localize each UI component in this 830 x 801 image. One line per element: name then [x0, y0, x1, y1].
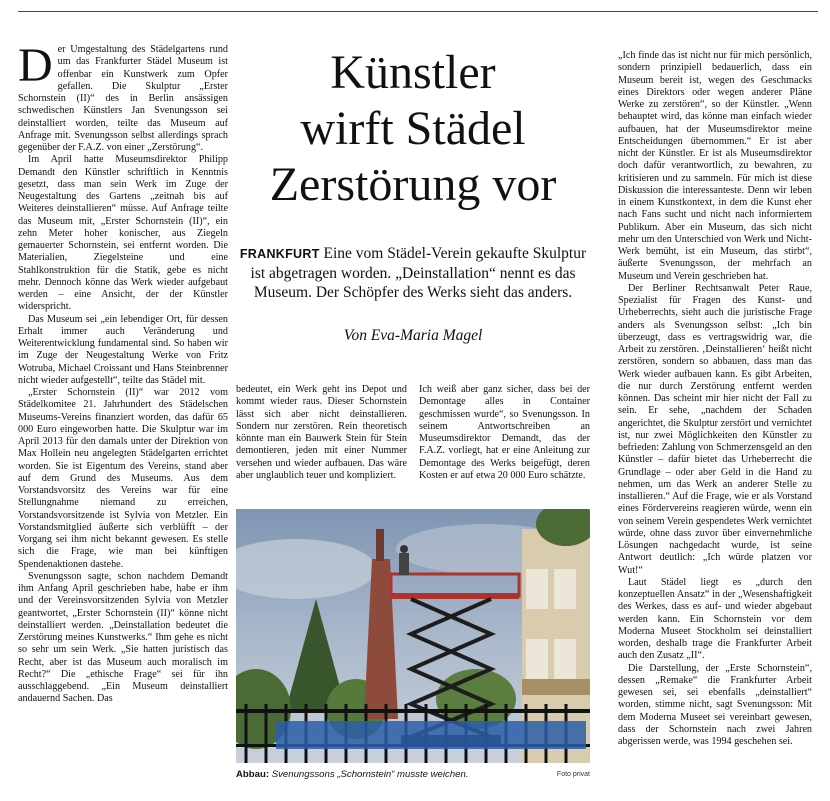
- paragraph: Der Berliner Rechtsanwalt Peter Raue, Spezialist für Fragen des Kunst- und Urheberrechts, sieht auch die juristische Frage anders als Svenungsson selbst: „Ich bin überzeugt, dass es vertragswidrig war, die Arbeit zu zerstören. ‚Deinstallieren‘ heißt nicht zerstören, sondern so abbauen, dass man das Werk wieder aufbauen kann. Es gibt Arbeiten, die nur durch Zerstörung entfernt werden können. Das scheint mir hier nicht der Fall zu sein. Er sehe, „nachdem der Schaden angerichtet, die Skulptur zerstört und vernichtet ist, nur zwei Möglichkeiten den Künstler zu befrieden: Zahlung von Schmerzensgeld an den Künstler – dafür bietet das Urheberrecht die Grundlage – oder aber Geld in die Hand zu nehmen, um das Werk an anderer Stelle zu installieren.“ Auf die Frage, wie er als Vorstand eines Fördervereins reagieren würde, wenn ein von seinem Verein gespendetes Werk vernichtet würde, ohne dass zuvor über einvernehmliche Lösungen nachgedacht wurde, ist seine Antwort deutlich: „Ich würde platzen vor Wut!“: [618, 282, 812, 576]
- headline-line: wirft Städel: [300, 102, 526, 155]
- paragraph: Svenungsson sagte, schon nachdem Demandt ihm Anfang April geschrieben habe, habe er ihm und der Vereinsvorsitzenden Sylvia von Metzler geantwortet, „Erster Schornstein (II)“ könne nicht deinstalliert werden. „Deinstallation bedeutet die Zerstörung meines Kunstwerks.“ Ihm gehe es nicht so sehr um sein Werk. „Sie hatten juristisch das Recht, aber ist das Museum auch moralisch im Recht?“ Die „ethische Frage“ sei für ihn ausschlaggebend. „Ein Museum deinstalliert andauernd Sachen. Das: [18, 570, 228, 705]
- column-1: [18, 39, 228, 706]
- drop-cap: D: [18, 39, 53, 92]
- paragraph: Das Museum sei „ein lebendiger Ort, für dessen Erhalt immer auch Veränderung und Weiterentwicklung fundamental sind. So haben wir im Zuge der Neugestaltung Werke von Fritz Wotruba, Michael Croissant und Hans Steinbrenner nicht wieder aufgestellt“, teilte das Städel mit.: [18, 313, 228, 386]
- photo-credit: Foto privat: [556, 771, 590, 778]
- paragraph: „Ich finde das ist nicht nur für mich persönlich, sondern prinzipiell bedauerlich, dass ein Museum bereit ist, wegen des Geschmacks eines Direktors oder wegen anderer Pläne Werke zu zerstören“, so der Künstler. „Wenn behauptet wird, das könne man einfach wieder aufbauen, hat der Museumsdirektor meine Entscheidungen übernommen.“ Er ist aber nicht der Künstler. Er ist als Museumsdirektor doch dafür verantwortlich, zu bewahren, zu kritisieren und zu sammeln. Für mich ist diese Diskussion die interessanteste. Denn wir leben in einem Kunstkontext, in dem die Kunst eher nach Fans sucht und nicht nach informiertem Publikum. Aber ein Museum, das sich nicht mehr um den Unterschied von Werk und Nicht-Werk bemüht, ist ein Museum, das stirbt“, äußerte Svenungsson, der mehrfach an Museum und Verein geschrieben hat.: [618, 50, 812, 282]
- top-rule: [18, 11, 818, 12]
- paragraph: Ich weiß aber ganz sicher, dass bei der Demontage alles in Container geschmissen wurde“, so Svenungsson. In seinem Antwortschreiben an Museumsdirektor Demandt, das der F.A.Z. vorliegt, hat er eine Anleitung zur Demontage des Werks beigefügt, deren Kosten er auf etwa 20 000 Euro schätzte.: [419, 384, 590, 481]
- headline: [236, 45, 590, 213]
- column-4: [618, 50, 812, 748]
- teaser-text: Eine vom Städel-Verein gekaufte Skulptur ist abgetragen worden. „Deinstallation“ nennt es das Museum. Der Schöpfer des Werks sieht das anders.: [250, 245, 587, 301]
- teaser: [236, 244, 590, 302]
- paragraph: Die Darstellung, der „Erste Schornstein“, dessen „Remake“ die Frankfurter Arbeit gewesen sei, sei ebenfalls „deinstalliert“ worden, stimme nicht, sagt Svenungsson: Mit dem Moderna Museet sei vereinbart gewesen, dass der Schornstein nach zwei Jahren abgerissen werde, was 1994 geschehen sei.: [618, 662, 812, 747]
- paragraph: „Erster Schornstein (II)“ war 2012 vom Städelkomitee 21. Jahrhundert des Städelschen Museums-Vereins finanziert worden, das dafür 65 000 Euro eingeworben hatte. Die Skulptur war im April 2013 für den damals unter der Direktion von Max Hollein neu angelegten Städelgarten errichtet worden. Sie ist Eigentum des Vereins, stand aber auf dem Grund des Museums. Aus dem Vorstandsvorsitz des Vereins war für eine Stellungnahme niemand zu erreichen, Vorstandsvorsitzende ist Sylvia von Metzler. Ein Vorstandsmitglied äußerte sich verblüfft – der Vorgang sei ihm nicht bekannt gewesen. Es stelle sich die Frage, wie man bei künftigen Spendenaktionen dastehe.: [18, 387, 228, 570]
- roofline: FRANKFURT: [239, 247, 320, 261]
- article-photo: [236, 509, 590, 763]
- paragraph: Im April hatte Museumsdirektor Philipp Demandt den Künstler schriftlich in Kenntnis gesetzt, dass man sein Werk im Zuge der Neugestaltung des Gartens „zeitnah bis auf Weiteres deinstallieren“ müsse. Auf Anfrage teilte das Museum mit, „Erster Schornstein (II)“, ein zehn Meter hoher konischer, aus Ziegeln gemauerter Schornstein, sei entfernt worden. Die Materialien, Ziegelsteine und eine Stahlkonstruktion für die Statik, gebe es nicht mehr. Dennoch könne das Werk wieder aufgebaut werden – eine Ansicht, der der Künstler widerspricht.: [18, 154, 228, 313]
- byline: Von Eva-Maria Magel: [343, 327, 483, 344]
- chimney-photo-illustration: [236, 509, 590, 763]
- paragraph: bedeutet, ein Werk geht ins Depot und kommt wieder raus. Dieser Schornstein lässt sich aber nicht deinstallieren. Sondern nur zerstören. Rein theoretisch könnte man ein Bauwerk Stein für Stein demontieren, jeden mit einer Nummer versehen und wieder aufbauen. Das wäre aber unglaublich teuer und kompliziert.: [236, 384, 407, 481]
- column-2: [236, 384, 407, 482]
- paragraph: [18, 39, 228, 154]
- caption-text: Svenungssons „Schornstein“ musste weichen.: [271, 769, 469, 780]
- paragraph: Laut Städel liegt es „durch den konzeptuellen Ansatz“ in der „Wesenshaftigkeit des Werkes, dass es auf- und wieder abgebaut werden kann. Ein Schornstein vor dem Moderna Museet Stockholm sei deinstalliert worden, deshalb trage die Frankfurter Arbeit auch den Zusatz „II“.: [618, 576, 812, 662]
- photo-caption: [236, 769, 590, 780]
- column-3: [419, 384, 590, 482]
- paragraph-text: er Umgestaltung des Städelgartens rund um das Frankfurter Städel Museum ist offenbar ein Kunstwerk zum Opfer gefallen. Die Skulptur „Erster Schornstein (II)“ des in Berlin ansässigen schwedischen Künstlers Jan Svenungsson sei deinstalliert worden, teilte das Museum auf Anfrage mit. Svenungsson selbst allerdings sprach gegenüber der F.A.Z. von einer „Zerstörung“.: [18, 44, 228, 153]
- caption-label: Abbau:: [236, 769, 270, 780]
- headline-line: Zerstörung vor: [269, 158, 557, 211]
- headline-line: Künstler: [330, 46, 496, 99]
